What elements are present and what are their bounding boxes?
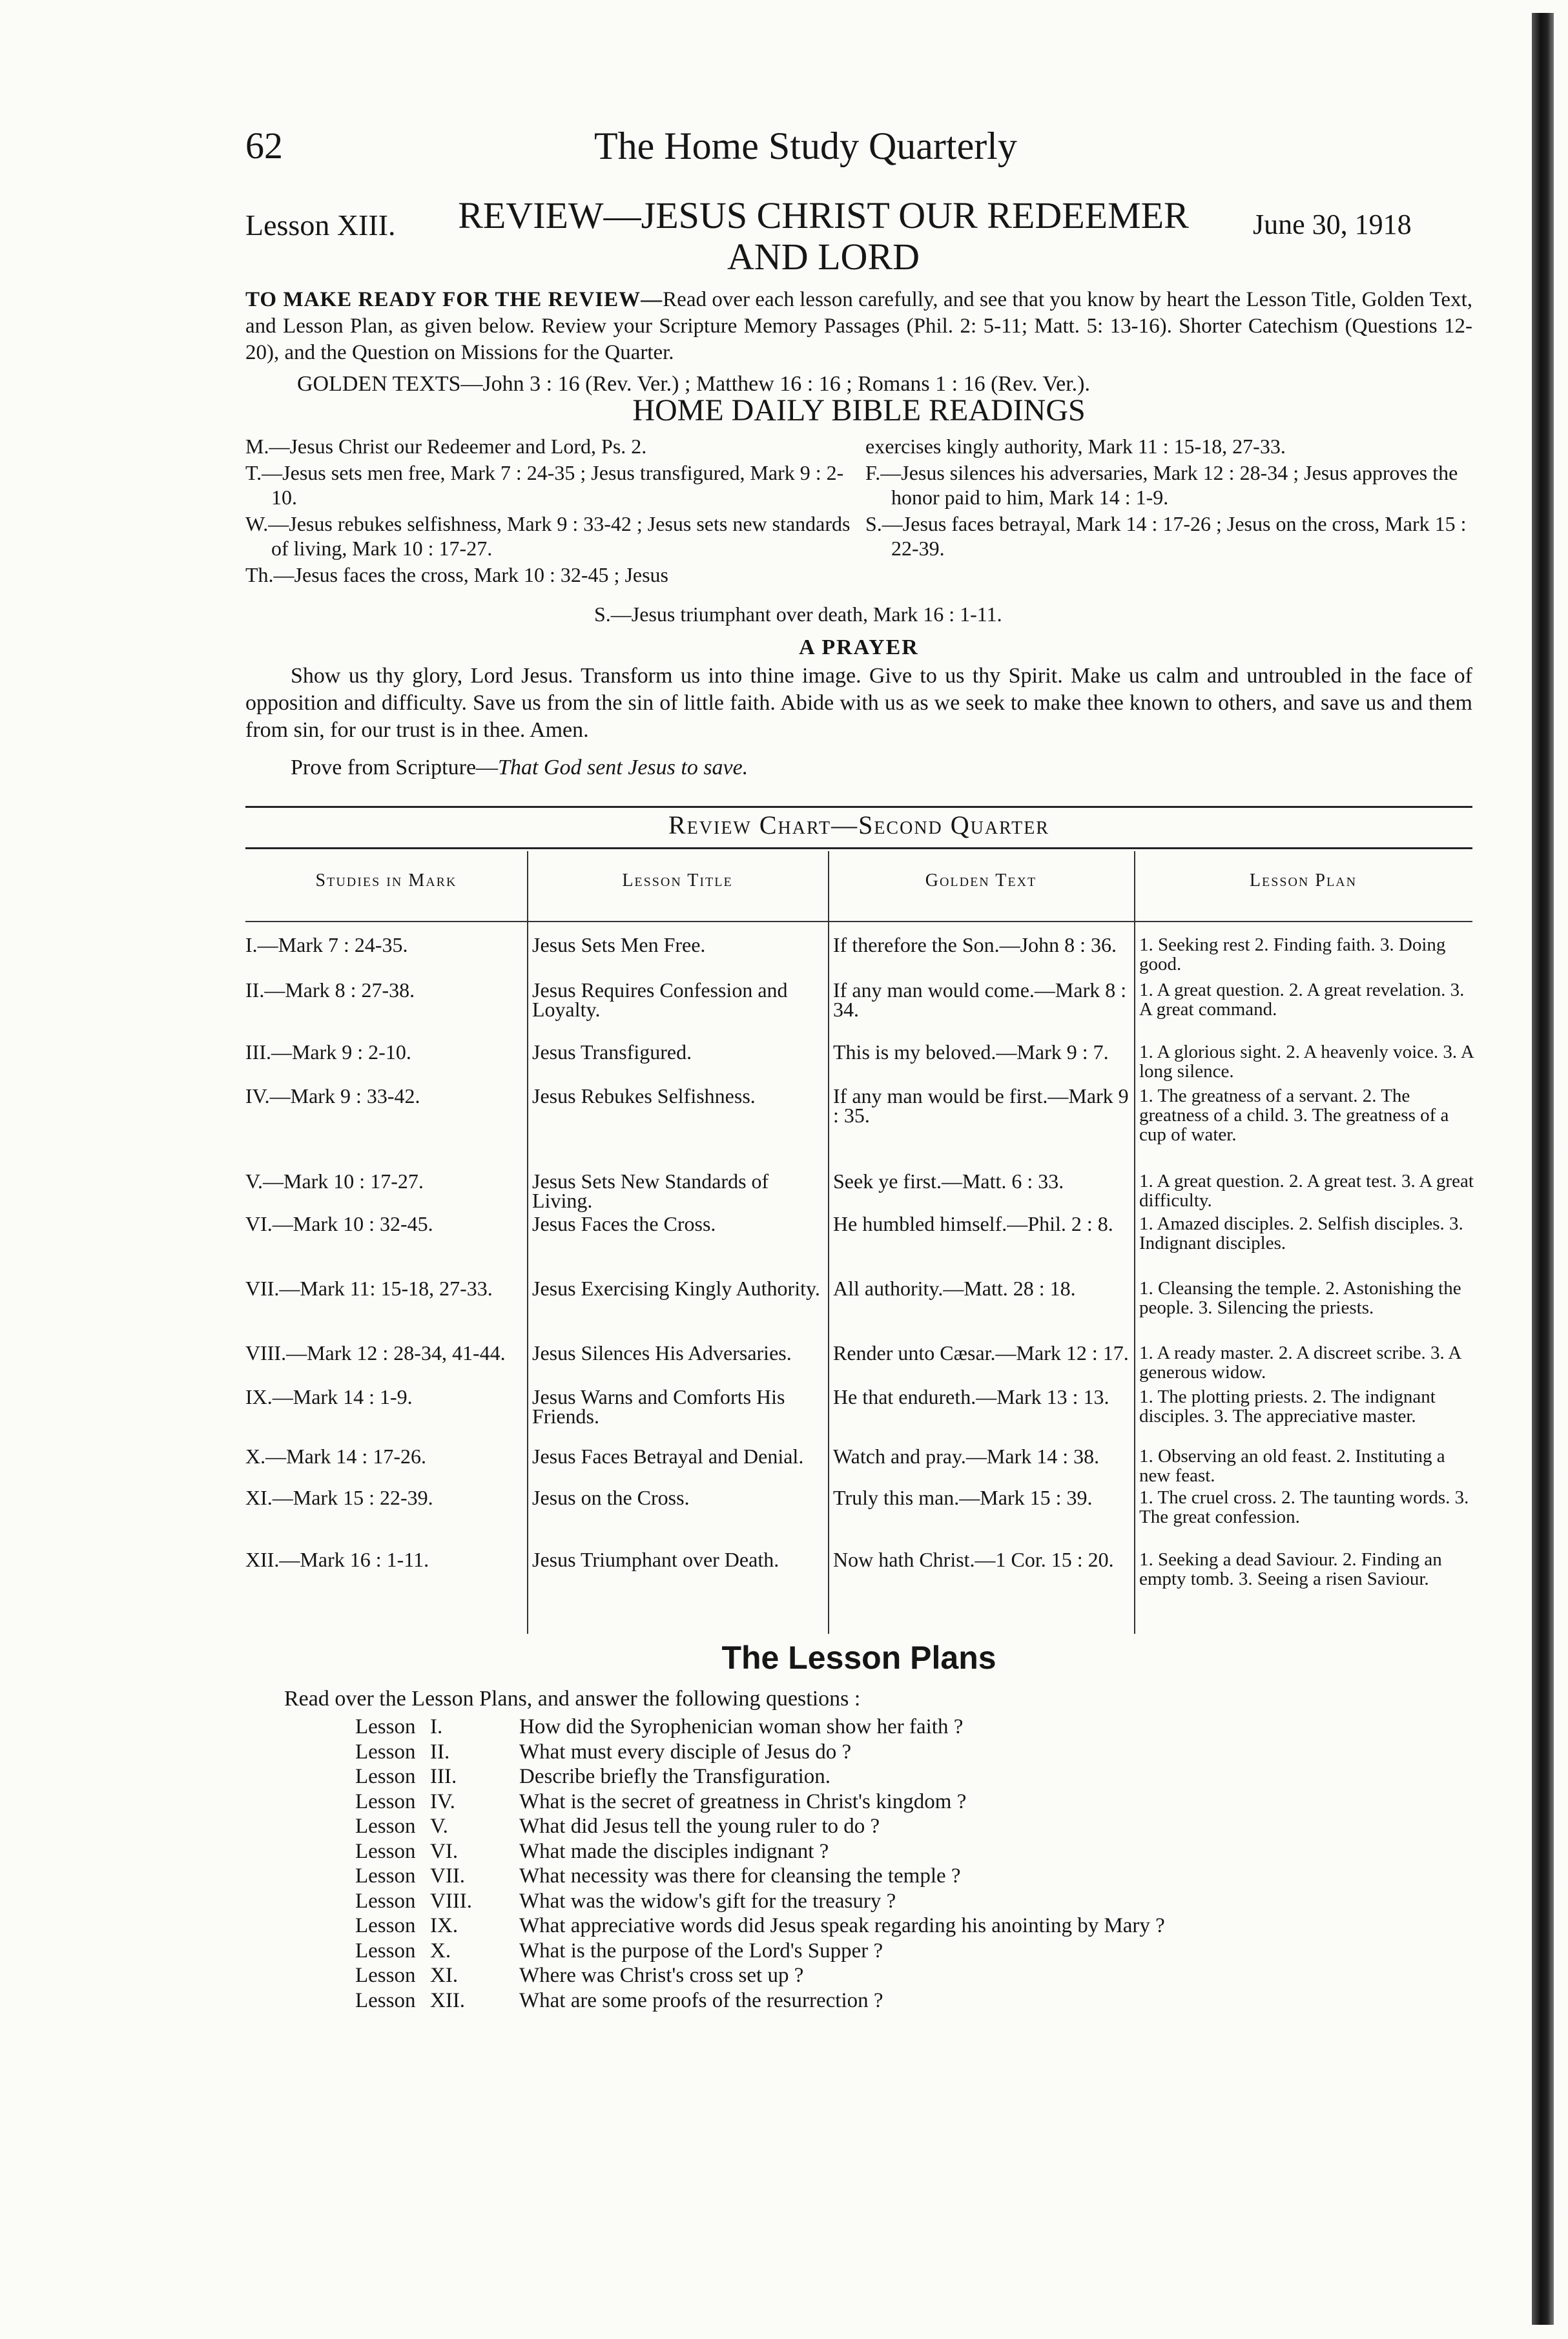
cell-title: Jesus Transfigured. — [532, 1040, 692, 1064]
lesson-title-line-1: REVIEW—JESUS CHRIST OUR REDEEMER — [458, 194, 1189, 236]
journal-title: The Home Study Quarterly — [594, 125, 1017, 167]
question-item — [355, 1765, 1453, 1790]
cell-title: Jesus Faces Betrayal and Denial. — [532, 1445, 804, 1468]
cell-study: X.—Mark 14 : 17-26. — [245, 1445, 426, 1468]
lesson-plans-title: The Lesson Plans — [721, 1640, 996, 1676]
cell-study: VII.—Mark 11: 15-18, 27-33. — [245, 1277, 493, 1300]
prove-from-scripture — [291, 756, 748, 780]
question-lesson-number: XII. — [430, 1988, 466, 2012]
cell-study: VI.—Mark 10 : 32-45. — [245, 1212, 433, 1235]
golden-texts: GOLDEN TEXTS—John 3 : 16 (Rev. Ver.) ; Matthew 16 : 16 ; Romans 1 : 16 (Rev. Ver.). — [297, 372, 1091, 396]
cell-plan: 1. A glorious sight. 2. A heavenly voice. 3. A long silence. — [1139, 1042, 1474, 1082]
chart-top-rule — [245, 806, 1472, 808]
question-lesson-label: Lesson — [355, 1715, 416, 1738]
reading-item-last: S.—Jesus triumphant over death, Mark 16 : 1-11. — [594, 603, 1002, 626]
review-lead: TO MAKE READY FOR THE REVIEW— — [245, 288, 663, 311]
question-lesson-number: II. — [430, 1740, 450, 1764]
question-item — [355, 1939, 1453, 1964]
daily-readings — [245, 434, 1472, 626]
scan-edge-shadow — [1532, 13, 1554, 2325]
cell-golden-text: If any man would be first.—Mark 9 : 35. — [833, 1084, 1129, 1127]
cell-plan: 1. Cleansing the temple. 2. Astonishing the people. 3. Silencing the priests. — [1139, 1278, 1461, 1318]
question-text: What appreciative words did Jesus speak regarding his anointing by Mary ? — [519, 1914, 1165, 1937]
cell-plan: 1. Amazed disciples. 2. Selfish disciples. 3. Indignant disciples. — [1139, 1213, 1463, 1253]
cell-golden-text: Seek ye first.—Matt. 6 : 33. — [833, 1170, 1064, 1193]
cell-golden-text: Render unto Cæsar.—Mark 12 : 17. — [833, 1341, 1129, 1365]
question-lesson-number: I. — [430, 1715, 443, 1738]
cell-plan: 1. Seeking rest 2. Finding faith. 3. Doing good. — [1139, 934, 1446, 974]
question-lesson-number: IV. — [430, 1789, 455, 1813]
prayer-heading: A PRAYER — [799, 635, 919, 659]
cell-study: I.—Mark 7 : 24-35. — [245, 933, 408, 956]
lesson-plans-intro: Read over the Lesson Plans, and answer the following questions : — [284, 1687, 861, 1711]
question-text: Where was Christ's cross set up ? — [519, 1964, 804, 1987]
cell-golden-text: He humbled himself.—Phil. 2 : 8. — [833, 1212, 1113, 1235]
cell-study: II.—Mark 8 : 27-38. — [245, 978, 415, 1002]
lesson-date: June 30, 1918 — [1253, 209, 1412, 240]
question-text: What made the disciples indignant ? — [519, 1839, 829, 1863]
question-lesson-number: VIII. — [430, 1889, 473, 1913]
cell-title: Jesus Faces the Cross. — [532, 1212, 716, 1235]
cell-golden-text: He that endureth.—Mark 13 : 13. — [833, 1385, 1109, 1408]
column-divider — [527, 851, 528, 1634]
cell-title: Jesus on the Cross. — [532, 1486, 690, 1509]
review-chart-table — [245, 851, 1472, 1634]
cell-title: Jesus Silences His Adversaries. — [532, 1341, 792, 1365]
question-text: What are some proofs of the resurrection ? — [519, 1988, 883, 2012]
question-lesson-label: Lesson — [355, 1740, 416, 1764]
header-rule — [245, 921, 1472, 922]
cell-study: VIII.—Mark 12 : 28-34, 41-44. — [245, 1341, 506, 1365]
question-item — [355, 1740, 1453, 1766]
reading-item: W.—Jesus rebukes selfishness, Mark 9 : 33-42 ; Jesus sets new standards of living, Mark 10 : 17-27. — [245, 512, 851, 560]
lesson-title-line-2: AND LORD — [727, 236, 920, 278]
column-divider — [828, 851, 829, 1634]
question-lesson-label: Lesson — [355, 1864, 416, 1888]
cell-plan: 1. The plotting priests. 2. The indignant disciples. 3. The appreciative master. — [1139, 1386, 1436, 1427]
prayer-text: Show us thy glory, Lord Jesus. Transform us into thine image. Give to us thy Spirit. Make us calm and untroubled in the face of opposition and difficulty. Save us from the sin of little faith. Abide with us as we seek to make thee known to others, and save us and them from sin, for our trust is in thee. Amen. — [245, 664, 1472, 742]
question-lesson-number: VI. — [430, 1839, 459, 1863]
column-header-golden-text: Golden Text — [925, 871, 1037, 891]
review-text: Read over each lesson carefully, and see that you know by heart the Lesson Title, Golden Text, and Lesson Plan, as given below. Review your Scripture Memory Passages (Phil. 2: 5-11; Matt. 5: 13-16). Shorter Catechism (Questions 12-20), and the Question on Missions for the Quarter. — [245, 288, 1472, 364]
chart-title: Review Chart—Second Quarter — [668, 810, 1049, 840]
question-lesson-number: IX. — [430, 1914, 459, 1937]
cell-study: V.—Mark 10 : 17-27. — [245, 1170, 424, 1193]
cell-title: Jesus Sets Men Free. — [532, 933, 706, 956]
cell-golden-text: If therefore the Son.—John 8 : 36. — [833, 933, 1117, 956]
readings-heading: HOME DAILY BIBLE READINGS — [632, 393, 1086, 428]
question-text: What is the secret of greatness in Christ's kingdom ? — [519, 1789, 967, 1813]
lesson-heading — [245, 192, 1472, 289]
question-lesson-label: Lesson — [355, 1914, 416, 1937]
question-text: What necessity was there for cleansing the temple ? — [519, 1864, 961, 1888]
page-number: 62 — [245, 125, 283, 167]
cell-study: IV.—Mark 9 : 33-42. — [245, 1084, 420, 1108]
column-divider — [1134, 851, 1135, 1634]
prove-text: That God sent Jesus to save. — [498, 756, 748, 779]
question-lesson-label: Lesson — [355, 1988, 416, 2012]
question-item — [355, 1989, 1453, 2014]
cell-plan: 1. A great question. 2. A great revelation. 3. A great command. — [1139, 980, 1465, 1020]
question-lesson-number: VII. — [430, 1864, 466, 1888]
reading-item: S.—Jesus faces betrayal, Mark 14 : 17-26 ; Jesus on the cross, Mark 15 : 22-39. — [865, 512, 1467, 560]
question-lesson-number: XI. — [430, 1964, 459, 1987]
cell-golden-text: All authority.—Matt. 28 : 18. — [833, 1277, 1076, 1300]
question-item — [355, 1815, 1453, 1840]
cell-title: Jesus Triumphant over Death. — [532, 1548, 779, 1571]
column-header-plan: Lesson Plan — [1249, 871, 1357, 891]
question-item — [355, 1914, 1453, 1939]
reading-item: F.—Jesus silences his adversaries, Mark 12 : 28-34 ; Jesus approves the honor paid to him, Mark 14 : 1-9. — [865, 461, 1458, 509]
readings-right-column — [865, 434, 1472, 562]
question-item — [355, 1890, 1453, 1915]
cell-study: IX.—Mark 14 : 1-9. — [245, 1385, 413, 1408]
column-header-title: Lesson Title — [622, 871, 733, 891]
cell-title: Jesus Rebukes Selfishness. — [532, 1084, 756, 1108]
cell-title: Jesus Requires Confession and Loyalty. — [532, 978, 788, 1021]
question-text: Describe briefly the Transfiguration. — [519, 1765, 831, 1788]
question-item — [355, 1864, 1453, 1890]
question-lesson-label: Lesson — [355, 1939, 416, 1963]
cell-golden-text: Now hath Christ.—1 Cor. 15 : 20. — [833, 1548, 1114, 1571]
cell-golden-text: This is my beloved.—Mark 9 : 7. — [833, 1040, 1109, 1064]
question-text: What must every disciple of Jesus do ? — [519, 1740, 852, 1764]
cell-title: Jesus Warns and Comforts His Friends. — [532, 1385, 785, 1428]
cell-golden-text: If any man would come.—Mark 8 : 34. — [833, 978, 1127, 1021]
question-lesson-number: V. — [430, 1815, 448, 1838]
question-lesson-number: III. — [430, 1765, 457, 1788]
running-head — [245, 124, 1472, 182]
cell-study: III.—Mark 9 : 2-10. — [245, 1040, 411, 1064]
question-lesson-number: X. — [430, 1939, 451, 1963]
reading-item: T.—Jesus sets men free, Mark 7 : 24-35 ; Jesus transfigured, Mark 9 : 2-10. — [245, 461, 844, 509]
column-header-studies: Studies in Mark — [315, 871, 457, 891]
question-item — [355, 1840, 1453, 1865]
question-item — [355, 1790, 1453, 1815]
question-lesson-label: Lesson — [355, 1964, 416, 1987]
cell-title: Jesus Sets New Standards of Living. — [532, 1170, 769, 1212]
question-lesson-label: Lesson — [355, 1839, 416, 1863]
lesson-title — [439, 195, 1208, 278]
reading-item: M.—Jesus Christ our Redeemer and Lord, Ps. 2. — [245, 435, 647, 458]
cell-plan: 1. Seeking a dead Saviour. 2. Finding an empty tomb. 3. Seeing a risen Saviour. — [1139, 1549, 1442, 1589]
cell-study: XII.—Mark 16 : 1-11. — [245, 1548, 429, 1571]
cell-plan: 1. A great question. 2. A great test. 3. A great difficulty. — [1139, 1171, 1474, 1211]
readings-left-column — [245, 434, 852, 589]
cell-golden-text: Truly this man.—Mark 15 : 39. — [833, 1486, 1093, 1509]
question-item — [355, 1715, 1453, 1740]
question-lesson-label: Lesson — [355, 1889, 416, 1913]
question-text: How did the Syrophenician woman show her faith ? — [519, 1715, 964, 1738]
question-text: What did Jesus tell the young ruler to do ? — [519, 1815, 880, 1838]
question-lesson-label: Lesson — [355, 1789, 416, 1813]
question-text: What is the purpose of the Lord's Supper ? — [519, 1939, 883, 1963]
cell-study: XI.—Mark 15 : 22-39. — [245, 1486, 433, 1509]
question-lesson-label: Lesson — [355, 1815, 416, 1838]
reading-item: Th.—Jesus faces the cross, Mark 10 : 32-45 ; Jesus — [245, 563, 668, 586]
chart-title-rule — [245, 847, 1472, 849]
cell-plan: 1. The greatness of a servant. 2. The greatness of a child. 3. The greatness of a cup of water. — [1139, 1086, 1449, 1145]
review-instructions — [245, 287, 1472, 366]
cell-plan: 1. A ready master. 2. A discreet scribe. 3. A generous widow. — [1139, 1343, 1461, 1383]
question-text: What was the widow's gift for the treasury ? — [519, 1889, 896, 1913]
cell-plan: 1. The cruel cross. 2. The taunting words. 3. The great confession. — [1139, 1487, 1469, 1527]
cell-golden-text: Watch and pray.—Mark 14 : 38. — [833, 1445, 1100, 1468]
question-list — [355, 1715, 1453, 2014]
cell-plan: 1. Observing an old feast. 2. Instituting a new feast. — [1139, 1446, 1445, 1486]
lesson-number: Lesson XIII. — [245, 209, 396, 242]
question-item — [355, 1964, 1453, 1989]
question-lesson-label: Lesson — [355, 1765, 416, 1788]
cell-title: Jesus Exercising Kingly Authority. — [532, 1277, 820, 1300]
prove-label: Prove from Scripture— — [291, 756, 499, 779]
reading-item: exercises kingly authority, Mark 11 : 15-18, 27-33. — [865, 435, 1286, 458]
